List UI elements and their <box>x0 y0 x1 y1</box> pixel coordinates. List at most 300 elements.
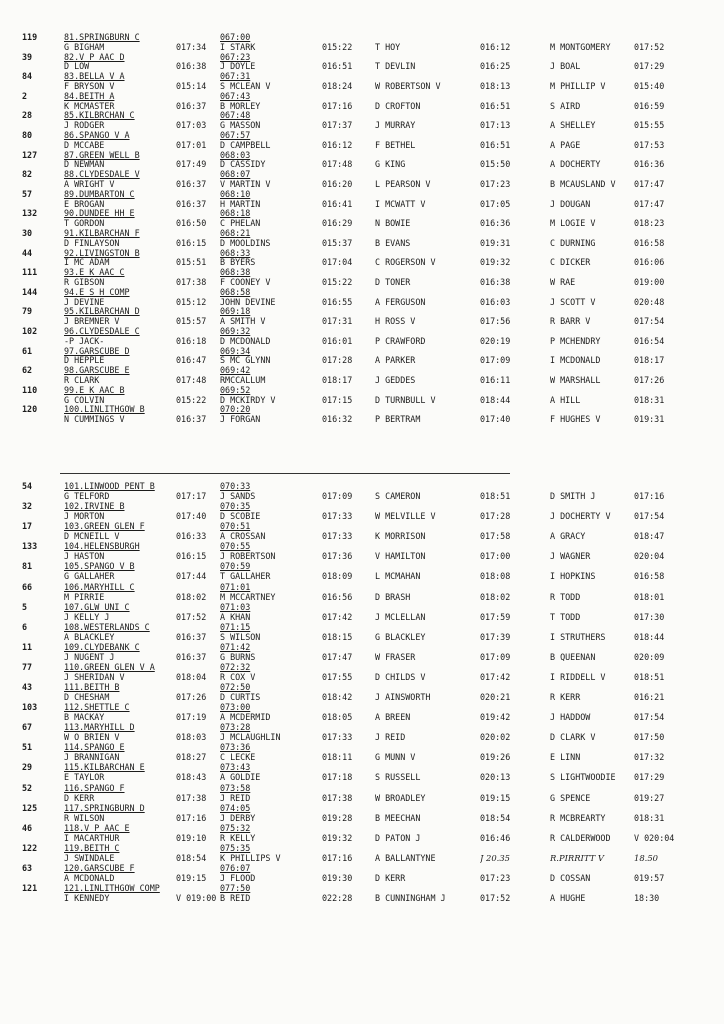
runner-leg3-time: 019:15 <box>480 792 511 803</box>
runner-leg2-name: V MARTIN V <box>220 179 271 189</box>
team-total-time: 070:55 <box>220 541 251 552</box>
runner-leg1-name: J DEVINE <box>64 296 105 307</box>
runner-leg4-name: R BARR V <box>550 316 591 327</box>
runner-leg2-name: F COONEY V <box>220 277 271 287</box>
team-position: 29 <box>22 762 33 773</box>
runner-leg3-name: J AINSWORTH <box>375 692 431 703</box>
team-position: 30 <box>22 228 33 238</box>
runner-leg2-name: M MCCARTNEY <box>220 591 276 602</box>
runner-leg1-time: 016:37 <box>176 651 207 662</box>
runner-leg2-name: H MARTIN <box>220 198 261 209</box>
runner-leg3-name: S RUSSELL <box>375 772 421 783</box>
team-position: 43 <box>22 682 33 692</box>
runner-leg3-time: 017:05 <box>480 198 511 209</box>
runner-leg2-time: 017:04 <box>322 257 353 268</box>
team-name: 84.BEITH A <box>64 90 115 101</box>
runner-leg4-time: 18.50 <box>634 852 658 863</box>
team-name: 98.GARSCUBE E <box>64 365 130 376</box>
runner-leg2-name: D MCKIRDY V <box>220 394 276 405</box>
runner-leg2-name: J ROBERTSON <box>220 551 276 562</box>
runner-leg4-name: I MCDONALD <box>550 355 601 366</box>
team-name: 96.CLYDESDALE C <box>64 326 140 336</box>
runner-leg1-time: 017:44 <box>176 571 207 582</box>
runner-leg4-name: M PHILLIP V <box>550 81 606 91</box>
runner-leg2-time: 022:28 <box>322 893 353 904</box>
runner-leg1-time: 016:38 <box>176 61 207 72</box>
runner-leg4-time: 020:09 <box>634 651 665 662</box>
runner-leg3-time: 019:31 <box>480 237 511 248</box>
runner-leg3-time: 019:26 <box>480 752 511 763</box>
runner-leg1-name: D NEWMAN <box>64 159 105 170</box>
team-total-time: 069:34 <box>220 345 251 356</box>
runner-leg1-time: 015:14 <box>176 81 207 91</box>
runner-leg2-time: 016:55 <box>322 296 353 307</box>
team-total-time: 067:48 <box>220 110 251 121</box>
runner-leg1-time: 017:26 <box>176 692 207 703</box>
runner-leg1-time: 017:48 <box>176 375 207 385</box>
runner-leg4-name: A DOCHERTY <box>550 159 601 170</box>
runner-leg4-time: 017:32 <box>634 752 665 763</box>
runner-leg4-time: 016:58 <box>634 571 665 582</box>
team-total-time: 077:50 <box>220 883 251 893</box>
team-total-time: 069:32 <box>220 326 251 336</box>
runner-leg2-time: 018:17 <box>322 375 353 385</box>
team-total-time: 069:42 <box>220 365 251 376</box>
runner-leg2-name: J REID <box>220 792 251 803</box>
runner-leg3-name: L MCMAHAN <box>375 571 421 582</box>
runner-leg2-time: 018:11 <box>322 752 353 763</box>
team-name: 117.SPRINGBURN D <box>64 802 145 813</box>
team-position: 28 <box>22 110 33 121</box>
runner-leg4-name: A SHELLEY <box>550 120 596 131</box>
team-name: 100.LINLITHGOW B <box>64 404 145 415</box>
runner-leg3-time: 016:46 <box>480 832 511 843</box>
runner-leg1-name: W O BRIEN V <box>64 732 120 743</box>
runner-leg3-name: A PARKER <box>375 355 416 366</box>
runner-leg4-name: A HILL <box>550 394 581 405</box>
team-total-time: 073:00 <box>220 702 251 713</box>
runner-leg2-name: R COX V <box>220 671 256 682</box>
runner-leg1-name: J KELLY J <box>64 611 110 622</box>
runner-leg3-name: W ROBERTSON V <box>375 81 441 91</box>
runner-leg1-name: J BRANNIGAN <box>64 752 120 763</box>
team-total-time: 070:35 <box>220 501 251 512</box>
runner-leg1-time: 017:52 <box>176 611 207 622</box>
runner-leg1-name: D FINLAYSON <box>64 237 120 248</box>
runner-leg2-name: A MCDERMID <box>220 712 271 723</box>
runner-leg3-time: 016:03 <box>480 296 511 307</box>
runner-leg3-time: 017:58 <box>480 531 511 542</box>
runner-leg3-name: G KING <box>375 159 406 170</box>
team-total-time: 072:50 <box>220 682 251 692</box>
team-total-time: 068:10 <box>220 188 251 199</box>
runner-leg1-time: 015:51 <box>176 257 207 268</box>
runner-leg3-time: 017:52 <box>480 893 511 904</box>
runner-leg3-name: D TONER <box>375 277 411 287</box>
runner-leg2-time: 016:20 <box>322 179 353 189</box>
runner-leg3-name: J MURRAY <box>375 120 416 131</box>
runner-leg2-time: 017:18 <box>322 772 353 783</box>
runner-leg3-time: 015:50 <box>480 159 511 170</box>
runner-leg2-name: J FLOOD <box>220 872 256 883</box>
team-total-time: 073:36 <box>220 742 251 753</box>
runner-leg3-time: 017:28 <box>480 511 511 522</box>
runner-leg1-name: E TAYLOR <box>64 772 105 783</box>
team-position: 125 <box>22 802 38 813</box>
runner-leg4-name: I HOPKINS <box>550 571 596 582</box>
runner-leg4-name: D COSSAN <box>550 872 591 883</box>
team-position: 102 <box>22 326 38 336</box>
runner-leg2-time: 016:01 <box>322 335 353 346</box>
team-total-time: 067:57 <box>220 130 251 140</box>
runner-leg4-time: 015:40 <box>634 81 665 91</box>
runner-leg2-time: 016:56 <box>322 591 353 602</box>
team-name: 99.E K AAC B <box>64 384 125 395</box>
runner-leg3-name: G BLACKLEY <box>375 631 426 642</box>
runner-leg2-name: G MASSON <box>220 120 261 131</box>
team-name: 86.SPANGO V A <box>64 130 130 140</box>
runner-leg1-time: 017:38 <box>176 277 207 287</box>
runner-leg1-time: 019:15 <box>176 872 207 883</box>
runner-leg1-name: -P JACK- <box>64 335 105 346</box>
runner-leg2-name: A KHAN <box>220 611 251 622</box>
runner-leg4-time: 018:23 <box>634 218 665 229</box>
runner-leg3-name: N BOWIE <box>375 218 411 229</box>
runner-leg3-name: B CUNNINGHAM J <box>375 893 446 904</box>
runner-leg2-name: T GALLAHER <box>220 571 271 582</box>
team-total-time: 067:31 <box>220 71 251 82</box>
runner-leg2-name: A CROSSAN <box>220 531 266 542</box>
runner-leg2-time: 019:30 <box>322 872 353 883</box>
team-total-time: 067:43 <box>220 90 251 101</box>
team-position: 57 <box>22 188 33 199</box>
runner-leg1-name: J RODGER <box>64 120 105 131</box>
team-total-time: 073:58 <box>220 782 251 793</box>
runner-leg3-time: 018:13 <box>480 81 511 91</box>
runner-leg4-name: B QUEENAN <box>550 651 596 662</box>
runner-leg4-name: D SMITH J <box>550 491 596 502</box>
runner-leg4-time: 019:27 <box>634 792 665 803</box>
runner-leg1-name: A MCDONALD <box>64 872 115 883</box>
runner-leg4-name: M LOGIE V <box>550 218 596 229</box>
runner-leg1-name: D MCCABE <box>64 139 105 150</box>
team-total-time: 068:03 <box>220 149 251 160</box>
team-name: 93.E K AAC C <box>64 267 125 278</box>
runner-leg2-time: 018:24 <box>322 81 353 91</box>
team-total-time: 073:43 <box>220 762 251 773</box>
runner-leg4-time: 018:31 <box>634 394 665 405</box>
team-total-time: 076:07 <box>220 862 251 873</box>
runner-leg4-time: 018:47 <box>634 531 665 542</box>
runner-leg4-name: J BOAL <box>550 61 581 72</box>
team-position: 121 <box>22 883 38 893</box>
runner-leg3-time: 017:23 <box>480 872 511 883</box>
runner-leg3-time: 017:09 <box>480 355 511 366</box>
team-name: 112.SHETTLE C <box>64 702 130 713</box>
runner-leg1-time: 018:03 <box>176 732 207 743</box>
runner-leg1-time: 017:40 <box>176 511 207 522</box>
runner-leg1-time: 018:27 <box>176 752 207 763</box>
runner-leg1-time: 018:43 <box>176 772 207 783</box>
team-name: 120.GARSCUBE F <box>64 862 135 873</box>
runner-leg4-name: S LIGHTWOODIE <box>550 772 616 783</box>
runner-leg4-time: 017:47 <box>634 198 665 209</box>
runner-leg1-time: 017:49 <box>176 159 207 170</box>
runner-leg4-time: 017:29 <box>634 772 665 783</box>
runner-leg2-time: 018:15 <box>322 631 353 642</box>
runner-leg1-name: I MACARTHUR <box>64 832 120 843</box>
runner-leg3-time: 017:39 <box>480 631 511 642</box>
team-total-time: 074:05 <box>220 802 251 813</box>
team-total-time: 069:18 <box>220 306 251 317</box>
runner-leg4-time: 018:31 <box>634 812 665 823</box>
runner-leg1-name: F BRYSON V <box>64 81 115 91</box>
runner-leg3-time: 017:42 <box>480 671 511 682</box>
runner-leg3-name: F BETHEL <box>375 139 416 150</box>
team-total-time: 070:20 <box>220 404 251 415</box>
team-name: 105.SPANGO V B <box>64 561 135 572</box>
runner-leg2-name: J DERBY <box>220 812 256 823</box>
runner-leg3-time: 017:13 <box>480 120 511 131</box>
team-name: 101.LINWOOD PENT B <box>64 481 155 491</box>
runner-leg1-name: D KERR <box>64 792 95 803</box>
runner-leg1-time: 017:17 <box>176 491 207 502</box>
runner-leg2-time: 017:33 <box>322 732 353 743</box>
runner-leg1-name: J MORTON <box>64 511 105 522</box>
runner-leg1-name: J SHERIDAN V <box>64 671 125 682</box>
runner-leg1-name: T GORDON <box>64 218 105 229</box>
team-position: 11 <box>22 641 33 652</box>
runner-leg1-name: D HEPPLE <box>64 355 105 366</box>
runner-leg4-name: R MCBREARTY <box>550 812 606 823</box>
team-name: 94.E S H COMP <box>64 286 130 297</box>
runner-leg3-time: 017:00 <box>480 551 511 562</box>
runner-leg1-name: M PIRRIE <box>64 591 105 602</box>
team-total-time: 069:52 <box>220 384 251 395</box>
runner-leg1-time: 017:34 <box>176 41 207 52</box>
team-position: 52 <box>22 782 33 793</box>
runner-leg1-time: 017:19 <box>176 712 207 723</box>
runner-leg3-time: 019:42 <box>480 712 511 723</box>
runner-leg2-name: D MOOLDINS <box>220 237 271 248</box>
team-name: 114.SPANGO E <box>64 742 125 753</box>
runner-leg2-time: 017:42 <box>322 611 353 622</box>
team-total-time: 071:42 <box>220 641 251 652</box>
runner-leg2-name: JOHN DEVINE <box>220 296 276 307</box>
runner-leg3-time: 020:02 <box>480 732 511 743</box>
team-position: 39 <box>22 51 33 62</box>
runner-leg2-time: 018:42 <box>322 692 353 703</box>
team-position: 80 <box>22 130 33 140</box>
runner-leg2-name: D CAMPBELL <box>220 139 271 150</box>
team-total-time: 072:32 <box>220 661 251 672</box>
runner-leg4-time: 017:29 <box>634 61 665 72</box>
runner-leg3-time: 018:02 <box>480 591 511 602</box>
runner-leg1-name: J SWINDALE <box>64 852 115 863</box>
team-name: 115.KILBARCHAN E <box>64 762 145 773</box>
runner-leg1-name: G BIGHAM <box>64 41 105 52</box>
runner-leg2-time: 017:09 <box>322 491 353 502</box>
runner-leg4-name: S AIRD <box>550 100 581 111</box>
runner-leg4-time: 019:31 <box>634 414 665 425</box>
runner-leg4-name: J DOUGAN <box>550 198 591 209</box>
runner-leg1-time: 019:10 <box>176 832 207 843</box>
runner-leg2-time: 017:55 <box>322 671 353 682</box>
runner-leg3-name: D BRASH <box>375 591 411 602</box>
runner-leg3-time: 017:56 <box>480 316 511 327</box>
team-position: 122 <box>22 842 38 853</box>
runner-leg4-time: 016:59 <box>634 100 665 111</box>
runner-leg2-time: 015:22 <box>322 41 353 52</box>
team-position: 120 <box>22 404 38 415</box>
runner-leg2-name: D CURTIS <box>220 692 261 703</box>
runner-leg2-time: 017:47 <box>322 651 353 662</box>
runner-leg4-time: 018:01 <box>634 591 665 602</box>
runner-leg3-name: J GEDDES <box>375 375 416 385</box>
runner-leg3-name: D PATON J <box>375 832 421 843</box>
runner-leg3-name: A BREEN <box>375 712 411 723</box>
runner-leg3-name: D CROFTON <box>375 100 421 111</box>
team-name: 119.BEITH C <box>64 842 120 853</box>
runner-leg1-name: A WRIGHT V <box>64 179 115 189</box>
team-name: 81.SPRINGBURN C <box>64 32 140 42</box>
runner-leg4-name: R.PIRRITT V <box>550 852 604 863</box>
team-position: 6 <box>22 621 28 632</box>
runner-leg1-time: 018:54 <box>176 852 207 863</box>
runner-leg3-time: 016:25 <box>480 61 511 72</box>
runner-leg2-name: C LECKE <box>220 752 256 763</box>
runner-leg4-name: W RAE <box>550 277 576 287</box>
runner-leg2-time: 017:16 <box>322 100 353 111</box>
runner-leg1-time: 016:37 <box>176 198 207 209</box>
runner-leg2-name: A SMITH V <box>220 316 266 327</box>
runner-leg3-name: A FERGUSON <box>375 296 426 307</box>
runner-leg2-time: 016:29 <box>322 218 353 229</box>
runner-leg4-time: 017:47 <box>634 179 665 189</box>
runner-leg2-time: 016:41 <box>322 198 353 209</box>
runner-leg3-name: G MUNN V <box>375 752 416 763</box>
runner-leg3-name: V HAMILTON <box>375 551 426 562</box>
team-name: 92.LIVINGSTON B <box>64 247 140 258</box>
runner-leg4-name: F HUGHES V <box>550 414 601 425</box>
runner-leg3-time: 016:38 <box>480 277 511 287</box>
runner-leg4-name: R TODD <box>550 591 581 602</box>
runner-leg3-name: H ROSS V <box>375 316 416 327</box>
team-total-time: 071:03 <box>220 601 251 612</box>
runner-leg4-name: W MARSHALL <box>550 375 601 385</box>
team-name: 88.CLYDESDALE V <box>64 169 140 180</box>
team-total-time: 068:18 <box>220 208 251 219</box>
runner-leg3-name: B MEECHAN <box>375 812 421 823</box>
team-total-time: 071:01 <box>220 581 251 592</box>
runner-leg4-time: V 020:04 <box>634 832 675 843</box>
runner-leg4-time: 017:16 <box>634 491 665 502</box>
runner-leg4-time: 017:50 <box>634 732 665 743</box>
runner-leg3-name: C ROGERSON V <box>375 257 436 268</box>
team-name: 90.DUNDEE HH E <box>64 208 135 219</box>
runner-leg3-name: T DEVLIN <box>375 61 416 72</box>
runner-leg4-name: A GRACY <box>550 531 586 542</box>
runner-leg3-name: D TURNBULL V <box>375 394 436 405</box>
runner-leg1-name: R GIBSON <box>64 277 105 287</box>
runner-leg2-name: D CASSIDY <box>220 159 266 170</box>
team-position: 32 <box>22 501 33 512</box>
runner-leg2-time: 017:36 <box>322 551 353 562</box>
runner-leg4-name: I RIDDELL V <box>550 671 606 682</box>
runner-leg4-time: 019:57 <box>634 872 665 883</box>
runner-leg3-time: 018:08 <box>480 571 511 582</box>
runner-leg2-name: C PHELAN <box>220 218 261 229</box>
runner-leg1-time: 018:04 <box>176 671 207 682</box>
team-total-time: 070:59 <box>220 561 251 572</box>
runner-leg4-time: 016:36 <box>634 159 665 170</box>
runner-leg3-time: 020:19 <box>480 335 511 346</box>
team-position: 110 <box>22 384 38 395</box>
runner-leg1-time: 017:01 <box>176 139 207 150</box>
runner-leg2-name: D SCOBIE <box>220 511 261 522</box>
runner-leg3-name: J REID <box>375 732 406 743</box>
runner-leg1-name: R CLARK <box>64 375 100 385</box>
team-position: 111 <box>22 267 38 278</box>
team-name: 87.GREEN WELL B <box>64 149 140 160</box>
team-name: 113.MARYHILL D <box>64 722 135 733</box>
runner-leg1-name: A BLACKLEY <box>64 631 115 642</box>
runner-leg3-name: W BROADLEY <box>375 792 426 803</box>
runner-leg4-time: 018:44 <box>634 631 665 642</box>
runner-leg2-time: 016:12 <box>322 139 353 150</box>
runner-leg2-name: J DOYLE <box>220 61 256 72</box>
runner-leg4-name: C DICKER <box>550 257 591 268</box>
runner-leg1-name: N CUMMINGS V <box>64 414 125 425</box>
team-position: 63 <box>22 862 33 873</box>
team-position: 46 <box>22 822 33 833</box>
runner-leg4-name: A PAGE <box>550 139 581 150</box>
runner-leg4-time: 016:54 <box>634 335 665 346</box>
team-position: 54 <box>22 481 33 491</box>
team-total-time: 071:15 <box>220 621 251 632</box>
runner-leg2-time: 018:09 <box>322 571 353 582</box>
runner-leg3-time: J 20.35 <box>480 852 510 863</box>
runner-leg4-time: 018:51 <box>634 671 665 682</box>
runner-leg1-time: 016:47 <box>176 355 207 366</box>
team-total-time: 070:33 <box>220 481 251 491</box>
runner-leg4-name: J SCOTT V <box>550 296 596 307</box>
team-position: 132 <box>22 208 38 219</box>
runner-leg3-time: 017:59 <box>480 611 511 622</box>
runner-row <box>20 414 710 425</box>
team-name: 103.GREEN GLEN F <box>64 521 145 532</box>
team-position: 44 <box>22 247 33 258</box>
team-name: 85.KILBRCHAN C <box>64 110 135 121</box>
runner-leg1-time: 016:50 <box>176 218 207 229</box>
runner-leg2-time: 018:05 <box>322 712 353 723</box>
runner-leg4-time: 019:00 <box>634 277 665 287</box>
runner-leg3-name: W FRASER <box>375 651 416 662</box>
team-position: 17 <box>22 521 33 532</box>
runner-leg1-time: 016:37 <box>176 179 207 189</box>
runner-leg1-name: G GALLAHER <box>64 571 115 582</box>
runner-leg2-name: D MCDONALD <box>220 335 271 346</box>
team-total-time: 067:23 <box>220 51 251 62</box>
runner-leg4-time: 017:54 <box>634 316 665 327</box>
runner-leg2-name: I STARK <box>220 41 256 52</box>
runner-leg4-time: 016:58 <box>634 237 665 248</box>
runner-leg2-name: A GOLDIE <box>220 772 261 783</box>
team-position: 81 <box>22 561 33 572</box>
team-name: 91.KILBARCHAN F <box>64 228 140 238</box>
runner-leg3-time: 016:36 <box>480 218 511 229</box>
runner-leg4-name: M MONTGOMERY <box>550 41 611 52</box>
